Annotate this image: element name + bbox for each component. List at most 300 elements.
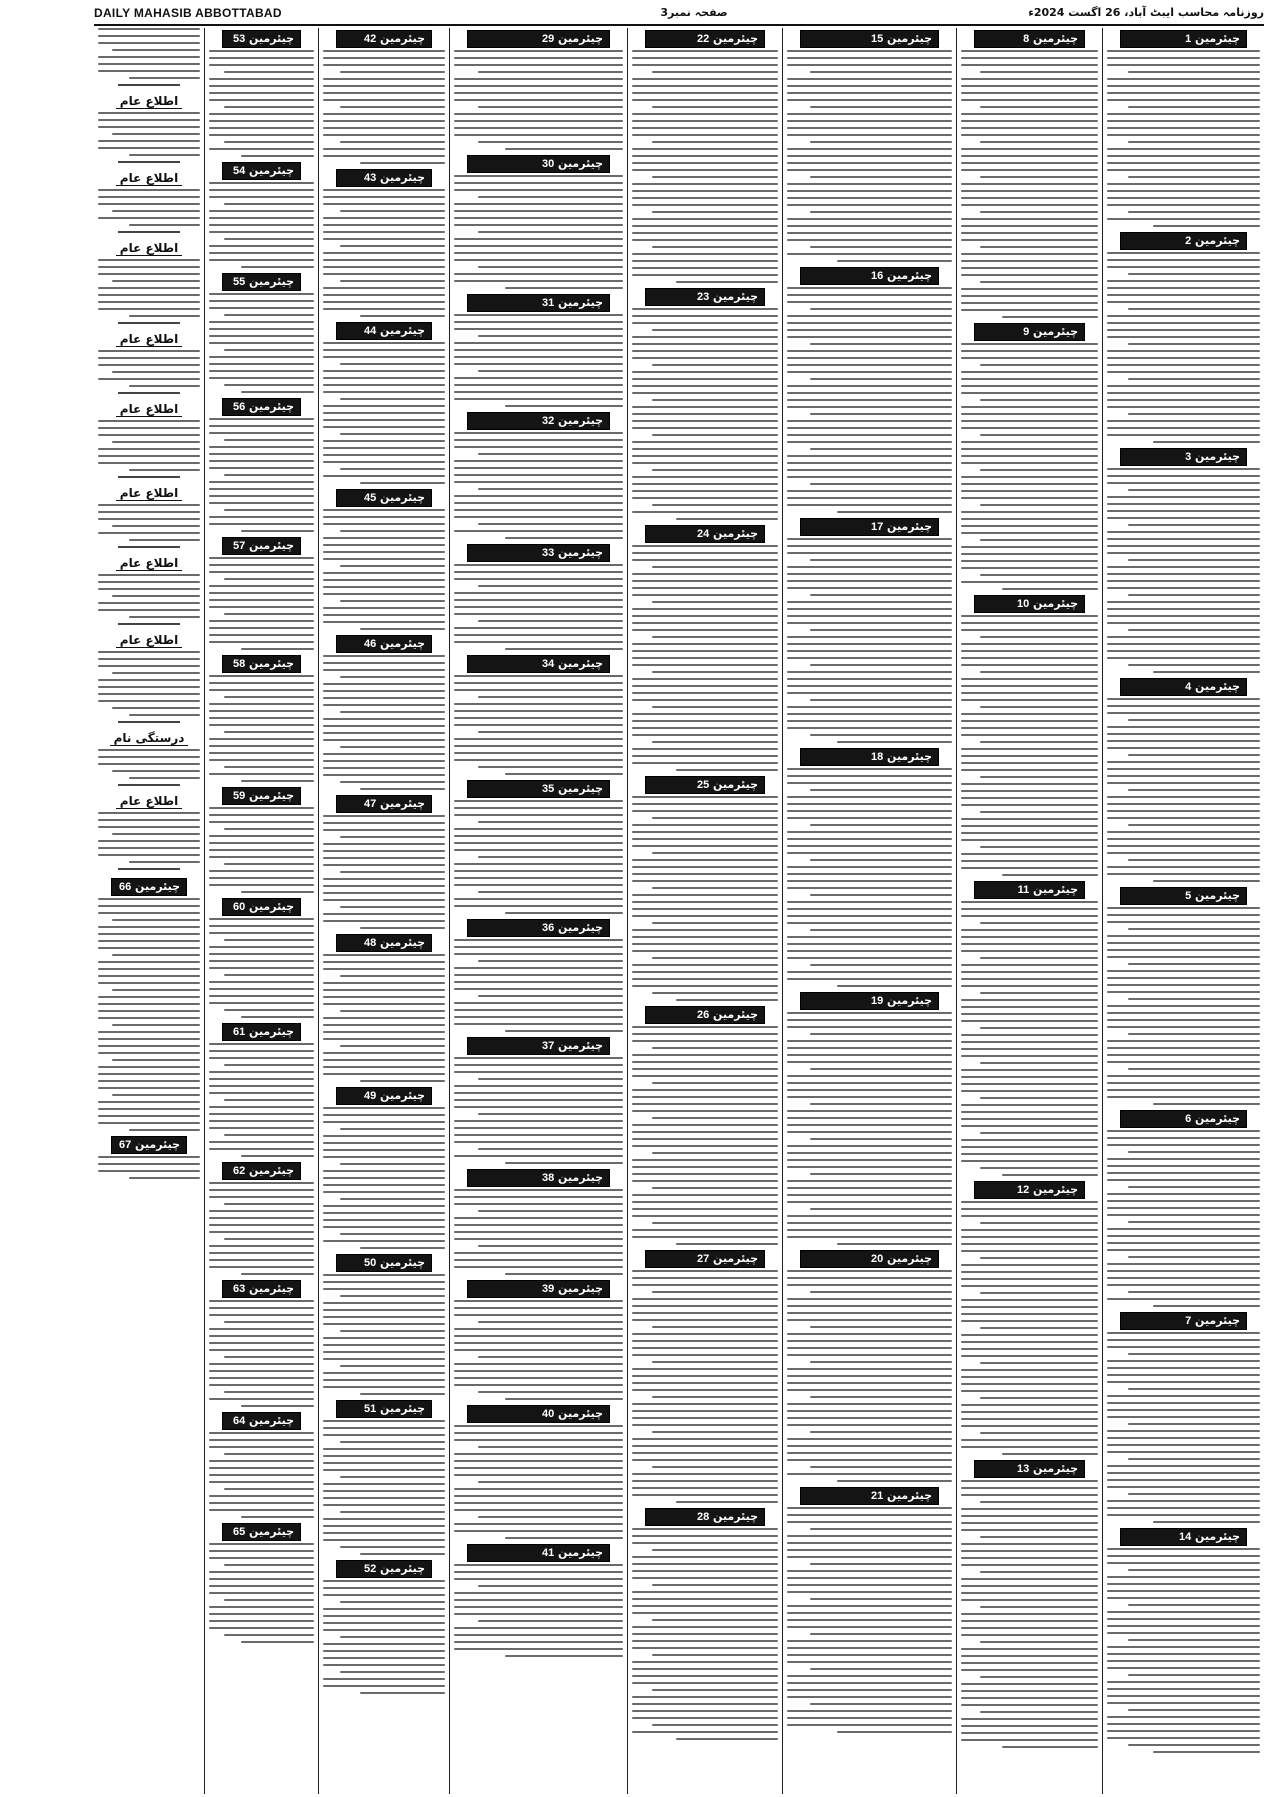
text-line [632, 462, 778, 464]
tender-number-label [222, 787, 301, 805]
text-line [961, 1320, 1098, 1322]
tender-number: 22 [696, 33, 710, 45]
tender-ad [1106, 448, 1261, 673]
text-line [787, 1696, 952, 1698]
text-line [478, 960, 623, 962]
text-line [209, 1300, 314, 1302]
text-line [209, 1314, 314, 1316]
column-3 [782, 28, 956, 1794]
tender-prefix: چیئرمین [558, 546, 603, 559]
ad-text [1106, 1332, 1261, 1523]
text-line [209, 425, 314, 427]
text-line [478, 1516, 623, 1518]
text-line [454, 849, 623, 851]
text-line [652, 992, 778, 994]
text-line [98, 819, 200, 821]
text-line [961, 155, 1098, 157]
text-line [98, 266, 200, 268]
text-line [454, 641, 623, 643]
text-line [787, 880, 952, 882]
ad-text [453, 432, 624, 539]
tender-prefix: چیئرمین [1195, 1530, 1240, 1543]
text-line [1107, 740, 1260, 742]
text-line [323, 224, 445, 226]
text-line [632, 1061, 778, 1063]
text-line [98, 756, 200, 758]
tender-number: 24 [696, 528, 710, 540]
text-line [241, 1016, 315, 1018]
text-line [478, 523, 623, 525]
text-line [323, 767, 445, 769]
text-line [787, 1096, 952, 1098]
text-line [1002, 1453, 1098, 1455]
public-notice [97, 504, 201, 548]
tender-prefix: چیئرمین [249, 275, 294, 288]
text-line [98, 940, 200, 942]
text-line [323, 440, 445, 442]
text-line [209, 259, 314, 261]
text-line [323, 572, 445, 574]
text-line [209, 481, 314, 483]
text-line [787, 1277, 952, 1279]
text-line [209, 1092, 314, 1094]
text-line [323, 113, 445, 115]
ad-text [453, 939, 624, 1032]
text-line [454, 1363, 623, 1365]
text-line [1107, 761, 1260, 763]
text-line [323, 1344, 445, 1346]
text-line [787, 50, 952, 52]
text-line [340, 1601, 445, 1603]
text-line [980, 574, 1098, 576]
text-line [961, 1208, 1098, 1210]
text-line [787, 1717, 952, 1719]
text-line [1107, 817, 1260, 819]
text-line [224, 696, 314, 698]
text-line [961, 1153, 1098, 1155]
text-line [961, 867, 1098, 869]
tender-number-label [800, 30, 939, 48]
text-line [209, 571, 314, 573]
tender-ad [960, 881, 1099, 1176]
text-line [1107, 1716, 1260, 1718]
text-line [1107, 545, 1260, 547]
tender-prefix: چیئرمین [713, 778, 758, 791]
tender-number-label [222, 1162, 301, 1180]
text-line [209, 1377, 314, 1379]
tender-prefix: چیئرمین [887, 1489, 932, 1502]
text-line [961, 622, 1098, 624]
text-line [961, 936, 1098, 938]
text-line [454, 85, 623, 87]
text-line [652, 706, 778, 708]
text-line [323, 732, 445, 734]
text-line [632, 1389, 778, 1391]
text-line [98, 462, 200, 464]
text-line [323, 579, 445, 581]
text-line [340, 746, 445, 748]
text-line [478, 821, 623, 823]
text-line [961, 713, 1098, 715]
text-line [323, 1024, 445, 1026]
text-line [323, 1156, 445, 1158]
text-line [478, 1321, 623, 1323]
text-line [209, 467, 314, 469]
text-line [340, 468, 445, 470]
text-line [961, 985, 1098, 987]
text-line [209, 925, 314, 927]
text-line [98, 301, 200, 303]
tender-number: 39 [541, 1283, 555, 1295]
text-line [454, 314, 623, 316]
ad-text [960, 901, 1099, 1176]
tender-number: 43 [363, 172, 377, 184]
tender-ad [786, 1487, 953, 1733]
text-line [478, 231, 623, 233]
text-line [652, 1654, 778, 1656]
tender-number-label [336, 1560, 432, 1578]
text-line [961, 148, 1098, 150]
ad-text [322, 509, 446, 630]
tender-ad [453, 544, 624, 650]
text-line [209, 1217, 314, 1219]
text-line [323, 377, 445, 379]
tender-ad [453, 1280, 624, 1400]
text-line [98, 926, 200, 928]
text-line [837, 985, 953, 987]
text-line [652, 329, 778, 331]
text-line [209, 1578, 314, 1580]
tender-prefix: چیئرمین [558, 1039, 603, 1052]
text-line [1107, 1130, 1260, 1132]
text-line [632, 1054, 778, 1056]
text-line [323, 1497, 445, 1499]
text-line [209, 1078, 314, 1080]
text-line [632, 880, 778, 882]
text-line [632, 92, 778, 94]
text-line [961, 1592, 1098, 1594]
tender-number: 62 [232, 1165, 246, 1177]
text-line [340, 975, 445, 977]
text-line [454, 189, 623, 191]
text-line [1107, 85, 1260, 87]
tender-number: 40 [541, 1408, 555, 1420]
text-line [323, 85, 445, 87]
text-line [209, 717, 314, 719]
text-line [209, 182, 314, 184]
text-line [632, 64, 778, 66]
text-line [961, 518, 1098, 520]
text-line [98, 651, 200, 653]
announcement-heading-text: اطلاع عام [116, 94, 182, 109]
ad-text [631, 1270, 779, 1503]
announcement-heading-text: اطلاع عام [116, 556, 182, 571]
text-line [241, 891, 315, 893]
text-line [112, 989, 200, 991]
text-line [209, 502, 314, 504]
tender-number: 44 [363, 325, 377, 337]
text-line [1107, 1200, 1260, 1202]
text-line [787, 1152, 952, 1154]
tender-ad [97, 1136, 201, 1179]
text-line [98, 455, 200, 457]
tender-ad [453, 1037, 624, 1164]
tender-number-label [974, 323, 1085, 341]
ad-text [960, 1480, 1099, 1748]
text-line [632, 169, 778, 171]
text-line [1107, 608, 1260, 610]
text-line [454, 1599, 623, 1601]
tender-prefix: چیئرمین [249, 900, 294, 913]
text-line [241, 530, 315, 532]
text-line [323, 92, 445, 94]
text-line [1107, 1374, 1260, 1376]
text-line [98, 686, 200, 688]
text-line [1107, 1096, 1260, 1098]
tender-number: 45 [363, 492, 377, 504]
text-line [961, 260, 1098, 262]
text-line [632, 915, 778, 917]
text-line [1107, 1618, 1260, 1620]
tender-prefix: چیئرمین [1195, 1112, 1240, 1125]
text-line [961, 162, 1098, 164]
text-line [787, 85, 952, 87]
text-line [454, 675, 623, 677]
text-line [980, 469, 1098, 471]
text-line [209, 418, 314, 420]
signature-line [118, 476, 180, 478]
text-line [632, 1270, 778, 1272]
text-line [961, 1020, 1098, 1022]
text-line [209, 620, 314, 622]
text-line [632, 1159, 778, 1161]
text-line [961, 1299, 1098, 1301]
text-line [961, 1146, 1098, 1148]
tender-number: 26 [696, 1009, 710, 1021]
text-line [961, 783, 1098, 785]
tender-prefix: چیئرمین [380, 936, 425, 949]
text-line [454, 120, 623, 122]
text-line [961, 357, 1098, 359]
text-line [810, 859, 952, 861]
tender-ad [453, 919, 624, 1032]
text-line [323, 1643, 445, 1645]
text-line [224, 613, 314, 615]
text-line [98, 1087, 200, 1089]
text-line [1107, 218, 1260, 220]
text-line [505, 148, 623, 150]
text-line [454, 1384, 623, 1386]
text-line [787, 1312, 952, 1314]
text-line [209, 759, 314, 761]
text-line [209, 113, 314, 115]
text-line [787, 113, 952, 115]
text-line [961, 232, 1098, 234]
text-line [787, 315, 952, 317]
text-line [241, 1155, 315, 1157]
text-line [652, 504, 778, 506]
text-line [129, 539, 200, 541]
text-line [787, 1159, 952, 1161]
tender-number: 67 [118, 1139, 132, 1151]
text-line [129, 385, 200, 387]
text-line [209, 1571, 314, 1573]
text-line [632, 866, 778, 868]
text-line [632, 260, 778, 262]
text-line [632, 511, 778, 513]
text-line [961, 288, 1098, 290]
tender-prefix: چیئرمین [380, 324, 425, 337]
text-line [224, 509, 314, 511]
tender-prefix: چیئرمین [887, 32, 932, 45]
text-line [787, 852, 952, 854]
text-line [961, 1487, 1098, 1489]
text-line [209, 821, 314, 823]
text-line [209, 1141, 314, 1143]
text-line [1107, 921, 1260, 923]
text-line [454, 1502, 623, 1504]
text-line [112, 133, 200, 135]
text-line [1107, 622, 1260, 624]
text-line [98, 1017, 200, 1019]
text-line [961, 532, 1098, 534]
classified-columns [94, 28, 1264, 1794]
text-line [209, 1384, 314, 1386]
text-line [112, 833, 200, 835]
text-line [652, 601, 778, 603]
text-line [980, 1432, 1098, 1434]
text-line [810, 1361, 952, 1363]
text-line [632, 232, 778, 234]
text-line [1107, 803, 1260, 805]
text-line [1107, 601, 1260, 603]
text-line [323, 1052, 445, 1054]
text-line [632, 1710, 778, 1712]
text-line [209, 1002, 314, 1004]
text-line [1107, 287, 1260, 289]
text-line [98, 1003, 200, 1005]
tender-number: 21 [870, 1490, 884, 1502]
text-line [209, 217, 314, 219]
text-line [323, 1219, 445, 1221]
text-line [632, 218, 778, 220]
tender-prefix: چیئرمین [558, 921, 603, 934]
tender-ad [208, 1023, 315, 1157]
text-line [323, 704, 445, 706]
text-line [961, 413, 1098, 415]
text-line [632, 239, 778, 241]
tender-number-label [467, 1280, 610, 1298]
text-line [961, 1439, 1098, 1441]
signature-line [118, 322, 180, 324]
text-line [961, 1285, 1098, 1287]
text-line [209, 599, 314, 601]
text-line [323, 586, 445, 588]
tender-number: 63 [232, 1283, 246, 1295]
tender-prefix: چیئرمین [380, 32, 425, 45]
text-line [209, 946, 314, 948]
text-line [961, 1697, 1098, 1699]
text-line [1128, 308, 1260, 310]
text-line [980, 1062, 1098, 1064]
text-line [1107, 587, 1260, 589]
text-line [323, 1386, 445, 1388]
text-line [961, 204, 1098, 206]
tender-prefix: چیئرمین [558, 1282, 603, 1295]
text-line [961, 1083, 1098, 1085]
text-line [632, 1612, 778, 1614]
text-line [209, 50, 314, 52]
text-line [323, 1483, 445, 1485]
tender-number: 8 [1023, 33, 1030, 45]
text-line [224, 1203, 314, 1205]
text-line [98, 1156, 200, 1158]
text-line [676, 769, 778, 771]
text-line [323, 1205, 445, 1207]
ad-text [208, 293, 315, 393]
text-line [810, 789, 952, 791]
text-line [787, 1570, 952, 1572]
text-line [478, 488, 623, 490]
text-line [676, 1243, 778, 1245]
text-line [323, 231, 445, 233]
text-line [961, 371, 1098, 373]
text-line [632, 1033, 778, 1035]
text-line [209, 884, 314, 886]
text-line [454, 1266, 623, 1268]
text-line [632, 1229, 778, 1231]
text-line [454, 1439, 623, 1441]
text-line [1107, 197, 1260, 199]
text-line [454, 1641, 623, 1643]
text-line [980, 246, 1098, 248]
text-line [454, 1259, 623, 1261]
text-line [340, 1198, 445, 1200]
text-line [323, 1622, 445, 1624]
text-line [961, 1348, 1098, 1350]
text-line [961, 218, 1098, 220]
text-line [632, 336, 778, 338]
text-line [632, 1633, 778, 1635]
text-line [787, 1110, 952, 1112]
text-line [323, 1177, 445, 1179]
text-line [209, 557, 314, 559]
text-line [454, 1488, 623, 1490]
text-line [1107, 1555, 1260, 1557]
text-line [360, 1553, 445, 1555]
tender-ad [786, 1250, 953, 1482]
announcement-heading [97, 794, 201, 808]
text-line [837, 1480, 953, 1482]
text-line [810, 964, 952, 966]
signature-line [118, 721, 180, 723]
tender-ad [322, 1560, 446, 1694]
text-line [961, 978, 1098, 980]
text-line [787, 1061, 952, 1063]
tender-number: 13 [1016, 1463, 1030, 1475]
ad-text [453, 50, 624, 150]
text-line [224, 349, 314, 351]
text-line [209, 953, 314, 955]
text-line [810, 1598, 952, 1600]
text-line [323, 1420, 445, 1422]
text-line [360, 162, 445, 164]
text-line [454, 689, 623, 691]
text-line [632, 622, 778, 624]
text-line [632, 929, 778, 931]
text-line [1107, 57, 1260, 59]
text-line [787, 685, 952, 687]
